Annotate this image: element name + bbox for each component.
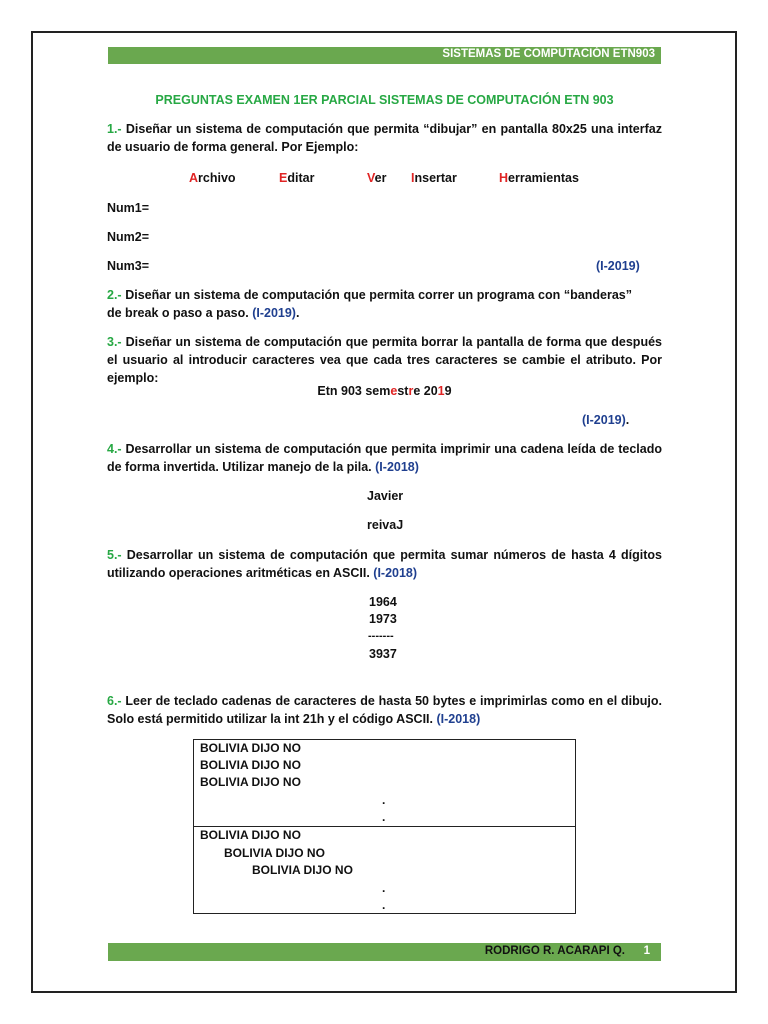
addend-2: 1973: [369, 612, 397, 626]
question-3-reference-line: (I-2019).: [582, 413, 630, 427]
menu-item-insertar: Insertar: [411, 171, 457, 185]
question-2: 2.- Diseñar un sistema de computación que permita correr un programa con “banderas” de break o paso a paso. (I-2019).: [107, 288, 632, 320]
menu-item-herramientas: Herramientas: [499, 171, 579, 185]
output-dot: .: [382, 793, 386, 807]
question-2-text: Diseñar un sistema de computación que permita correr un programa con “banderas” de break o paso a paso.: [107, 288, 632, 320]
question-4: [107, 440, 662, 476]
num2-label: Num2=: [107, 230, 150, 244]
example-segment: Etn 903 sem: [317, 384, 391, 398]
sum-separator: -------: [368, 630, 394, 642]
output-line-indent-0: BOLIVIA DIJO NO: [200, 828, 301, 842]
question-4-number: 4.-: [107, 442, 122, 456]
output-line: BOLIVIA DIJO NO: [200, 741, 301, 755]
question-4-reference: (I-2018): [375, 460, 419, 474]
output-line: BOLIVIA DIJO NO: [200, 758, 301, 772]
document-title: PREGUNTAS EXAMEN 1ER PARCIAL SISTEMAS DE COMPUTACIÓN ETN 903: [155, 93, 614, 107]
question-5-text: Desarrollar un sistema de computación que permita sumar números de hasta 4 dígitos utilizando operaciones aritméticas en ASCII.: [107, 548, 662, 580]
menu-item-ver: Ver: [367, 171, 387, 185]
question-3-reference: (I-2019): [582, 413, 626, 427]
question-6-number: 6.-: [107, 694, 122, 708]
num3-label: Num3=: [107, 259, 150, 273]
num1-label: Num1=: [107, 201, 150, 215]
question-5-number: 5.-: [107, 548, 122, 562]
example-segment: r: [408, 384, 414, 398]
output-line: BOLIVIA DIJO NO: [200, 775, 301, 789]
question-3-example: [108, 382, 661, 400]
page-number: 1: [643, 945, 650, 957]
header-title: SISTEMAS DE COMPUTACIÓN ETN903: [442, 48, 655, 60]
example-segment: 20: [420, 384, 438, 398]
question-6: [107, 692, 662, 728]
example-segment: 1: [437, 384, 445, 398]
example-segment: st: [397, 384, 409, 398]
addend-1: 1964: [369, 595, 397, 609]
question-3: [107, 333, 662, 387]
output-line-indent-2: BOLIVIA DIJO NO: [252, 863, 353, 877]
example-segment: 9: [444, 384, 452, 398]
question-6-text: Leer de teclado cadenas de caracteres de hasta 50 bytes e imprimirlas como en el dibujo. Solo está permitido utilizar la int 21h y el código ASCII.: [107, 694, 662, 726]
question-1: [107, 120, 662, 156]
output-dot: .: [382, 810, 386, 824]
question-1-reference: (I-2019): [596, 259, 640, 273]
question-5-reference: (I-2018): [373, 566, 418, 580]
question-6-reference: (I-2018): [436, 712, 481, 726]
question-5: [107, 546, 662, 582]
menu-item-editar: Editar: [279, 171, 315, 185]
output-box-1: [193, 739, 576, 827]
output-line-indent-1: BOLIVIA DIJO NO: [224, 846, 325, 860]
menu-item-archivo: Archivo: [189, 171, 236, 185]
example-segment: e: [413, 384, 421, 398]
question-3-number: 3.-: [107, 335, 122, 349]
header-bar: [108, 47, 661, 64]
example-segment: e: [390, 384, 398, 398]
question-4-example-input: Javier: [367, 489, 404, 503]
output-dot: .: [382, 881, 386, 895]
output-dot: .: [382, 898, 386, 912]
question-3-text: Diseñar un sistema de computación que permita borrar la pantalla de forma que después el usuario al introducir caracteres vea que cada tres caracteres se cambie el atributo. Por ejemplo:: [107, 335, 662, 385]
question-1-number: 1.-: [107, 122, 122, 136]
question-4-text: Desarrollar un sistema de computación que permita imprimir una cadena leída de teclado de forma invertida. Utilizar manejo de la pila.: [107, 442, 662, 474]
footer-author: RODRIGO R. ACARAPI Q.: [484, 945, 625, 957]
question-2-reference: (I-2019): [252, 306, 296, 320]
question-1-text: Diseñar un sistema de computación que permita “dibujar” en pantalla 80x25 una interfaz de usuario de forma general. Por Ejemplo:: [107, 122, 662, 154]
question-4-example-output: reivaJ: [367, 518, 404, 532]
footer-bar: [108, 943, 661, 961]
question-2-number: 2.-: [107, 288, 122, 302]
output-box-2: [193, 826, 576, 914]
sum-result: 3937: [369, 647, 397, 661]
